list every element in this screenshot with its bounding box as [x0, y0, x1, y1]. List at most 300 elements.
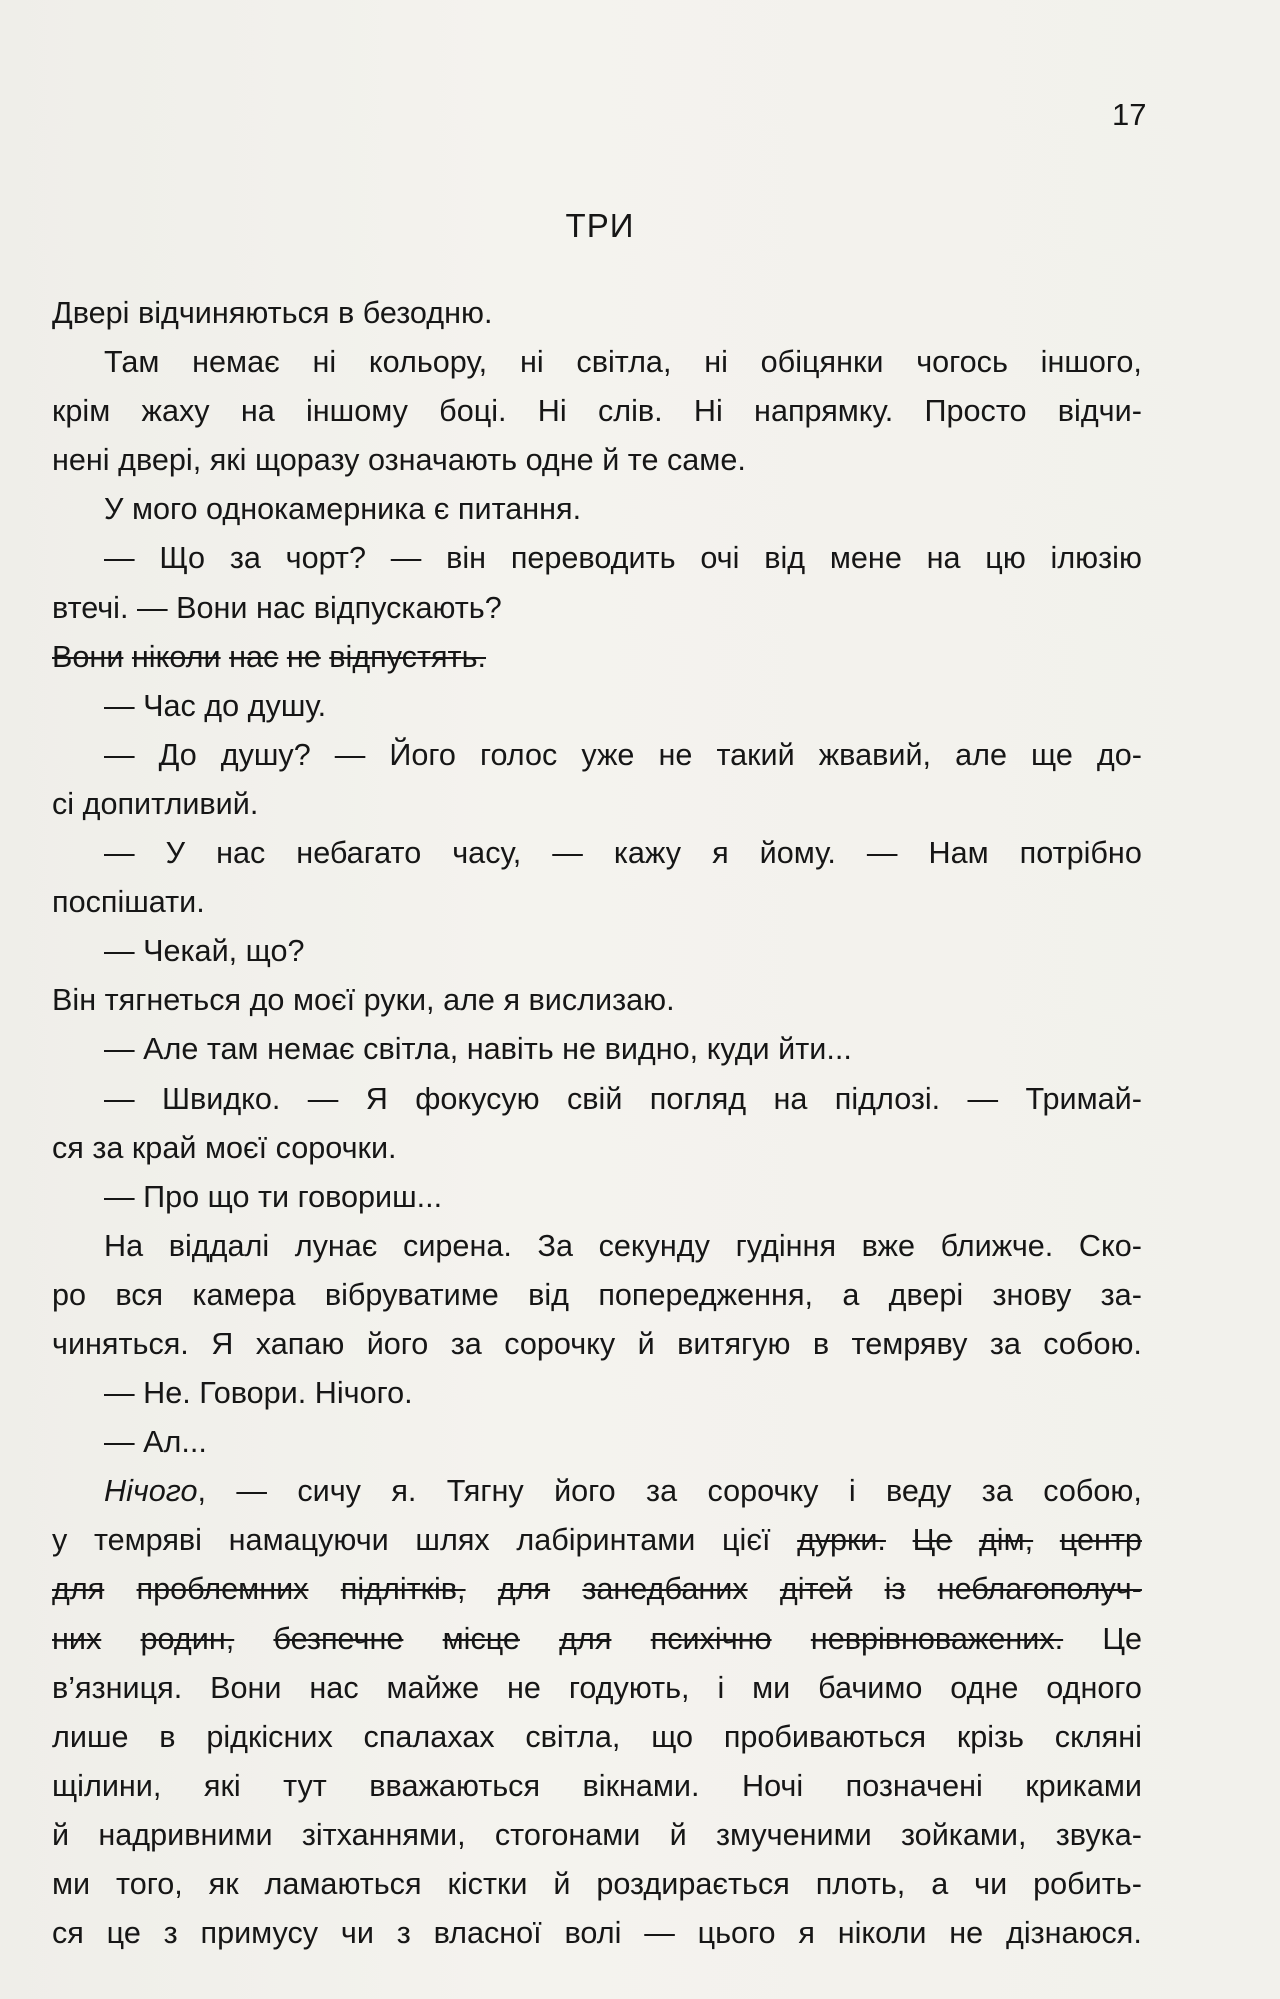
word: однокамерника [206, 492, 426, 527]
word: веду [886, 1474, 952, 1509]
word: дітей [779, 1572, 853, 1607]
word: скляні [1054, 1719, 1142, 1754]
word: на [240, 394, 275, 429]
word: Чекай, [143, 934, 238, 969]
word: чи [974, 1867, 1008, 1901]
text-line [52, 585, 1142, 632]
word: дім, [978, 1523, 1034, 1558]
word: в [159, 1719, 176, 1754]
word: щоразу [254, 443, 360, 478]
text-line [52, 1812, 1142, 1859]
word: ми [752, 1670, 791, 1705]
word: є [433, 492, 450, 527]
word: й [553, 1867, 571, 1901]
text-line [52, 977, 1142, 1024]
word: сичу [297, 1474, 361, 1509]
word: хапаю [255, 1326, 345, 1361]
word: собою. [1043, 1326, 1142, 1361]
word: одне [525, 443, 594, 478]
text-line [52, 1272, 1142, 1319]
word: з [163, 1916, 178, 1951]
word: не [562, 1032, 597, 1067]
word: місце [442, 1621, 520, 1656]
text-line [52, 437, 1142, 484]
word: сорочку [504, 1326, 616, 1361]
word: іншого, [1040, 345, 1142, 380]
word: попередження, [598, 1277, 814, 1312]
word: Нам [928, 836, 989, 871]
word: напрямку. [754, 394, 894, 429]
word: а [842, 1277, 860, 1312]
word: Просто [924, 394, 1027, 429]
word: за [981, 1474, 1013, 1509]
word: лунає [294, 1228, 378, 1263]
word: ти [257, 1179, 290, 1214]
word: жаху [141, 394, 210, 429]
word: світла, [576, 345, 672, 380]
word: власної [433, 1916, 542, 1951]
word: звука- [1055, 1817, 1142, 1852]
word: такий [716, 737, 795, 772]
word: У [104, 492, 124, 527]
text-line [52, 1517, 1142, 1564]
word: Ал... [143, 1425, 207, 1460]
text-line [52, 634, 1142, 681]
word: ми [52, 1867, 91, 1901]
word: те [627, 443, 659, 478]
word: майже [386, 1670, 480, 1705]
word: неврівноважених. [810, 1621, 1064, 1656]
word: край [131, 1130, 197, 1165]
word: нені [52, 443, 110, 478]
word: куди [706, 1032, 770, 1067]
word: ся [52, 1130, 84, 1165]
word: потрібно [1019, 836, 1142, 871]
word: ніколи [131, 639, 221, 674]
word: — [552, 836, 583, 871]
word: мене [829, 541, 902, 576]
text-line [52, 486, 1142, 533]
word: за [989, 1326, 1021, 1361]
word: одного [1046, 1670, 1142, 1705]
word: — [334, 737, 366, 772]
word: — [104, 934, 135, 969]
word: зойками, [901, 1817, 1027, 1852]
word: для [559, 1621, 612, 1656]
word: я [503, 983, 521, 1018]
word: допитливий. [82, 786, 259, 821]
word: з [396, 1916, 411, 1951]
word: чогось [916, 345, 1008, 380]
word: до [204, 688, 240, 723]
word: фокусую [415, 1081, 540, 1116]
word: волі [564, 1916, 622, 1951]
word: не [658, 737, 693, 772]
word: саме. [666, 443, 746, 478]
text-line [52, 1910, 1142, 1957]
text-line [52, 683, 1142, 730]
text-line [52, 388, 1142, 435]
word: — [104, 836, 135, 871]
word: Його [389, 737, 456, 772]
word: сирена. [403, 1228, 512, 1263]
word: дізнаюся. [1005, 1916, 1142, 1951]
word: спалахах [363, 1719, 495, 1754]
text-line [52, 1861, 1142, 1908]
word: від [528, 1277, 570, 1312]
word: руки, [363, 983, 435, 1018]
text-line [52, 928, 1142, 975]
word: питання. [457, 492, 582, 527]
word: моєї [292, 983, 356, 1018]
word: Нічого, [104, 1474, 206, 1509]
word: того, [116, 1867, 183, 1901]
word: й [52, 1817, 70, 1852]
word: цю [985, 541, 1026, 576]
text-line [52, 1468, 1142, 1515]
word: родин, [140, 1621, 235, 1656]
word: в [812, 1326, 830, 1361]
word: ще [1031, 737, 1073, 772]
word: темряві [93, 1523, 202, 1558]
text-line [52, 1665, 1142, 1712]
word: позначені [845, 1768, 983, 1803]
word: голос [479, 737, 558, 772]
word: примусу [200, 1916, 319, 1951]
word: — [104, 1376, 135, 1411]
word: за- [1100, 1277, 1142, 1312]
word: — [307, 1081, 339, 1116]
word: безодню. [362, 296, 493, 330]
word: лише [52, 1719, 129, 1754]
word: часу, [452, 836, 522, 871]
chapter-title: ТРИ [565, 207, 635, 244]
word: Швидко. [161, 1081, 281, 1116]
word: слів. [597, 394, 663, 429]
word: Я [365, 1081, 388, 1116]
word: витягую [677, 1326, 791, 1361]
word: ніколи [837, 1916, 927, 1951]
word: в [337, 296, 355, 330]
word: і [848, 1474, 856, 1509]
word: вся [115, 1277, 164, 1312]
word: за [92, 1130, 124, 1165]
word: годують, [568, 1670, 690, 1705]
word: ні [312, 345, 337, 380]
word: зітханнями, [301, 1817, 466, 1852]
word: відпускають? [313, 590, 502, 625]
word: Ні [693, 394, 723, 429]
word: безпечне [273, 1621, 404, 1656]
word: собою, [1043, 1474, 1142, 1509]
word: його [554, 1474, 616, 1509]
word: відчи- [1057, 394, 1142, 429]
word: Ско- [1078, 1228, 1142, 1263]
word: немає [267, 1032, 355, 1067]
word: секунду [598, 1228, 710, 1263]
word: Ночі [741, 1768, 804, 1803]
word: вислизаю. [528, 983, 675, 1018]
text-line [52, 1566, 1142, 1613]
page-number: 17 [1112, 97, 1147, 132]
word: — [104, 1425, 135, 1460]
word: — [104, 688, 135, 723]
text-line [52, 732, 1142, 779]
word: чи [340, 1916, 374, 1951]
word: двері [888, 1277, 964, 1312]
word: але [443, 983, 495, 1018]
word: стогонами [494, 1817, 641, 1852]
word: світла, [363, 1032, 459, 1067]
word: занедбаних [582, 1572, 748, 1607]
word: Не. [143, 1376, 191, 1411]
word: нас [229, 639, 279, 674]
word: що [651, 1719, 694, 1754]
word: для [52, 1572, 105, 1607]
word: неблагополуч- [937, 1572, 1142, 1607]
word: Ні [537, 394, 567, 429]
word: сорочку [707, 1474, 819, 1509]
word: змученими [715, 1817, 872, 1852]
text-line [52, 1076, 1142, 1123]
word: в’язниця. [52, 1670, 183, 1705]
word: на [926, 541, 961, 576]
text-line [52, 1419, 1142, 1466]
text-line [52, 339, 1142, 386]
text-line [52, 1026, 1142, 1073]
word: намацуючи [228, 1523, 389, 1558]
word: поспішати. [52, 885, 205, 920]
word: вібруватиме [324, 1277, 499, 1312]
word: Це [1102, 1621, 1142, 1656]
word: жвавий, [818, 737, 932, 772]
word: мого [131, 492, 198, 527]
word: немає [192, 345, 280, 380]
word: Він [52, 983, 97, 1018]
word: цієї [722, 1523, 771, 1558]
word: іншому [305, 394, 408, 429]
word: підлозі. [834, 1081, 941, 1116]
word: На [104, 1228, 144, 1263]
word: за [646, 1474, 678, 1509]
word: крізь [956, 1719, 1024, 1754]
word: означають [367, 443, 518, 478]
word: не [507, 1670, 541, 1705]
text-line [52, 1763, 1142, 1810]
word: До [158, 737, 197, 772]
word: — [866, 836, 898, 871]
word: від [764, 541, 806, 576]
word: душу? [220, 737, 311, 772]
word: навіть [466, 1032, 554, 1067]
text-line [52, 879, 1142, 926]
text-line [52, 535, 1142, 582]
word: — [104, 1032, 135, 1067]
word: Говори. [199, 1376, 307, 1411]
word: на [773, 1081, 808, 1116]
word: і [717, 1670, 725, 1705]
word: — [967, 1081, 999, 1116]
word: йому. [759, 836, 836, 871]
word: — [104, 737, 135, 772]
word: очі [700, 541, 740, 576]
word: рідкісних [206, 1719, 333, 1754]
word: у [52, 1523, 68, 1558]
word: переводить [510, 541, 676, 576]
word: ро [52, 1277, 87, 1312]
word: дурки. [797, 1523, 886, 1558]
word: гудіння [735, 1228, 837, 1263]
word: уже [581, 737, 635, 772]
word: ні [519, 345, 544, 380]
word: робить- [1033, 1867, 1142, 1901]
word: чиняться. [52, 1326, 189, 1361]
word: й [602, 443, 620, 478]
word: Час [143, 688, 196, 723]
word: вважаються [369, 1768, 541, 1803]
word: За [537, 1228, 573, 1263]
word: я. [391, 1474, 417, 1509]
word: вже [861, 1228, 916, 1263]
word: двері, [118, 443, 202, 478]
word: криками [1025, 1768, 1142, 1803]
word: — [390, 541, 422, 576]
word: підлітків, [340, 1572, 466, 1607]
word: кістки [447, 1867, 528, 1901]
word: нас [216, 836, 266, 871]
word: проблемних [136, 1572, 309, 1607]
word: за [450, 1326, 482, 1361]
text-line [52, 1174, 1142, 1221]
word: Тягну [446, 1474, 524, 1509]
word: Що [159, 541, 206, 576]
word: чорт? [285, 541, 366, 576]
word: щілини, [52, 1768, 162, 1803]
word: ся [52, 1916, 84, 1951]
word: я [712, 836, 729, 871]
word: нас [255, 590, 306, 625]
word: за [229, 541, 261, 576]
word: шлях [415, 1523, 490, 1558]
word: він [446, 541, 487, 576]
word: до [249, 983, 285, 1018]
word: там [206, 1032, 259, 1067]
word: я [798, 1916, 815, 1951]
word: Про [143, 1179, 200, 1214]
word: із [884, 1572, 906, 1607]
word: відчиняються [137, 296, 330, 330]
text-line [52, 830, 1142, 877]
word: — [644, 1916, 675, 1951]
word: плоть, [815, 1867, 906, 1901]
word: знову [992, 1277, 1072, 1312]
word: сі [52, 786, 75, 821]
text-line [52, 1370, 1142, 1417]
word: — [236, 1474, 267, 1509]
word: — [104, 541, 135, 576]
word: й [669, 1817, 687, 1852]
word: центр [1059, 1523, 1142, 1558]
word: У [165, 836, 186, 871]
word: що? [245, 934, 305, 969]
word: до- [1096, 737, 1142, 772]
word: віддалі [168, 1228, 270, 1263]
word: Двері [52, 296, 130, 330]
word: говориш... [297, 1179, 443, 1214]
word: цього [697, 1916, 776, 1951]
word: втечі. [52, 590, 129, 625]
word: погляд [649, 1081, 747, 1116]
word: моєї [204, 1130, 268, 1165]
word: темряву [851, 1326, 968, 1361]
word: Вони [176, 590, 248, 625]
text-line [52, 1616, 1142, 1663]
word: й [637, 1326, 655, 1361]
word: ні [704, 345, 728, 380]
word: тягнеться [104, 983, 242, 1018]
word: відпустять. [329, 639, 487, 674]
word: ламаються [264, 1867, 422, 1901]
word: роздирається [596, 1867, 790, 1901]
word: Там [104, 345, 160, 380]
word: — [136, 590, 168, 625]
text-line [52, 290, 1142, 337]
word: бачимо [818, 1670, 923, 1705]
word: душу. [247, 688, 327, 723]
word: не [949, 1916, 984, 1951]
word: — [104, 1081, 135, 1116]
word: тут [283, 1768, 327, 1803]
word: боці. [439, 394, 507, 429]
word: Вони [210, 1670, 282, 1705]
word: небагато [296, 836, 422, 871]
word: Але [143, 1032, 199, 1067]
word: надривними [98, 1817, 273, 1852]
word: не [286, 639, 321, 674]
word: які [209, 443, 247, 478]
word: — [104, 1179, 135, 1214]
text-line [52, 1223, 1142, 1270]
word: сорочки. [275, 1130, 397, 1165]
word: Це [912, 1523, 953, 1558]
word: одне [950, 1670, 1019, 1705]
word: що [207, 1179, 250, 1214]
word: крім [52, 394, 111, 429]
chapter-body-text [52, 290, 1142, 1957]
word: ближче. [940, 1228, 1054, 1263]
word: Вони [52, 639, 124, 674]
word: свій [567, 1081, 623, 1116]
word: видно, [604, 1032, 699, 1067]
word: камера [192, 1277, 296, 1312]
word: Я [211, 1326, 234, 1361]
text-line [52, 781, 1142, 828]
word: як [208, 1867, 239, 1901]
word: ілюзію [1050, 541, 1142, 576]
word: лабіринтами [516, 1523, 696, 1558]
word: Тримай- [1025, 1081, 1142, 1116]
word: а [931, 1867, 949, 1901]
word: Нічого. [314, 1376, 413, 1411]
word: світла, [525, 1719, 621, 1754]
word: нас [309, 1670, 359, 1705]
word: кольору, [368, 345, 488, 380]
text-line [52, 1125, 1142, 1172]
word: пробиваються [723, 1719, 927, 1754]
word: для [497, 1572, 551, 1607]
word: кажу [613, 836, 682, 871]
word: обіцянки [760, 345, 884, 380]
